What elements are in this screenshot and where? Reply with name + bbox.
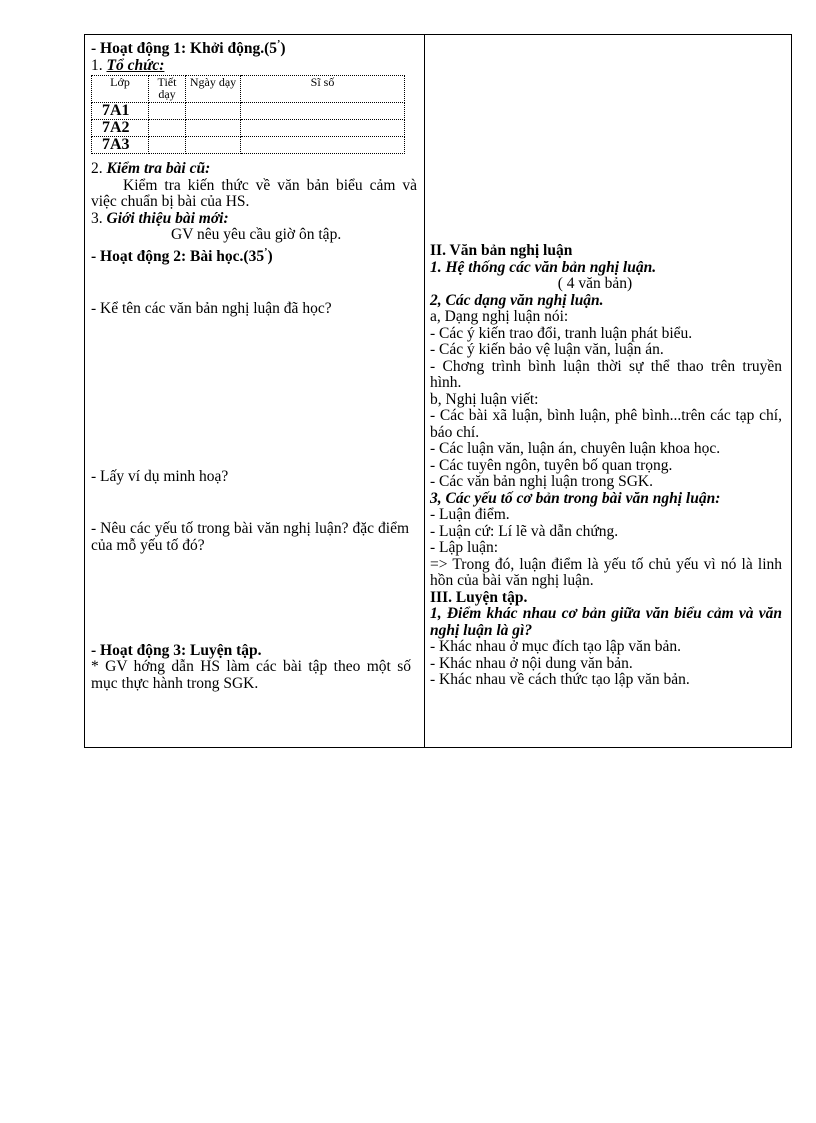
header-tiet-day: Tiết dạy	[149, 76, 186, 103]
activity-2-close: )	[267, 248, 273, 265]
exercise-1-item-2: - Khác nhau ở nội dung văn bản.	[430, 654, 633, 672]
activity-2-heading	[91, 246, 273, 266]
exercise-1-item-1: - Khác nhau ở mục đích tạo lập văn bản.	[430, 638, 681, 655]
table-row	[92, 137, 405, 154]
kiem-tra-text: Kiểm tra kiến thức về văn bản biểu cảm và việc chuẩn bị bài của HS.	[91, 176, 417, 210]
review-section	[91, 161, 417, 244]
column-divider	[424, 35, 425, 747]
activity-2-minute-mark: ’	[264, 246, 268, 258]
part-3-item-4: => Trong đó, luận điểm là yếu tố chủ yếu vì nó là linh hồn của bài văn nghị luận.	[430, 555, 782, 589]
activity-3-heading: - Hoạt động 3: Luyện tập.	[91, 642, 262, 659]
gioi-thieu-heading	[91, 211, 417, 228]
header-si-so: Sĩ số	[241, 76, 405, 103]
teacher-activities-column	[91, 38, 417, 74]
class-7a2: 7A2	[92, 120, 149, 137]
activity-2-title: - Hoạt động 2: Bài học.(35	[91, 248, 265, 265]
header-ngay-day: Ngày dạy	[186, 76, 241, 103]
to-chuc-label: Tổ chức:	[106, 56, 165, 74]
to-chuc-number: 1.	[91, 56, 107, 74]
section-3-title: III. Luyện tập.	[430, 588, 528, 606]
gioi-thieu-text: GV nêu yêu cầu giờ ôn tập.	[171, 226, 342, 243]
part-2-b1: - Các bài xã luận, bình luận, phê bình...trên các tạp chí, báo chí.	[430, 407, 782, 441]
part-3-item-3: - Lập luận:	[430, 539, 499, 556]
kiem-tra-label: Kiểm tra bài cũ:	[106, 160, 211, 177]
class-table-header	[92, 76, 405, 103]
class-attendance-table	[91, 75, 405, 154]
table-row	[92, 103, 405, 120]
question-3: - Nêu các yếu tố trong bài văn nghị luận? đặc điểm của mỗ yếu tố đó?	[91, 520, 409, 554]
lesson-table	[84, 34, 792, 748]
exercise-1-title: 1, Điểm khác nhau cơ bản giữa văn biểu cảm và văn nghị luận là gì?	[430, 605, 782, 639]
section-2-title: II. Văn bản nghị luận	[430, 242, 573, 259]
part-3-item-1: - Luận điểm.	[430, 506, 510, 523]
class-7a3: 7A3	[92, 137, 149, 154]
kiem-tra-number: 2.	[91, 160, 107, 177]
part-2-b2: - Các luận văn, luận án, chuyên luận khoa học.	[430, 440, 721, 457]
part-2-a2: - Các ý kiến bảo vệ luận văn, luận án.	[430, 341, 664, 358]
question-2: - Lấy ví dụ minh hoạ?	[91, 468, 229, 485]
part-3-item-2: - Luận cứ: Lí lẽ và dẫn chứng.	[430, 522, 619, 540]
part-2-a1: - Các ý kiến trao đổi, tranh luận phát biểu.	[430, 324, 693, 342]
gioi-thieu-label: Giới thiệu bài mới:	[106, 209, 229, 227]
header-lop: Lớp	[92, 76, 149, 103]
part-2-b: b, Nghị luận viết:	[430, 390, 539, 408]
kiem-tra-heading	[91, 161, 417, 178]
exercise-1-item-3: - Khác nhau về cách thức tạo lập văn bản.	[430, 671, 690, 688]
activity-1-close: )	[280, 40, 286, 57]
question-1: - Kể tên các văn bản nghị luận đã học?	[91, 300, 332, 317]
content-column	[430, 243, 782, 689]
table-row	[92, 120, 405, 137]
part-1-title: 1. Hệ thống các văn bản nghị luận.	[430, 258, 657, 276]
activity-1-title: - Hoạt động 1: Khởi động.(5	[91, 40, 277, 57]
to-chuc-heading	[91, 58, 417, 75]
activity-1-minute-mark: ’	[277, 38, 281, 50]
gioi-thieu-number: 3.	[91, 209, 107, 227]
part-2-b3: - Các tuyên ngôn, tuyên bố quan trọng.	[430, 456, 673, 474]
class-7a1: 7A1	[92, 103, 149, 120]
part-2-a3: - Chơng trình bình luận thời sự thể thao trên truyền hình.	[430, 357, 782, 391]
activity-3-text: * GV hớng dẫn HS làm các bài tập theo một số mục thực hành trong SGK.	[91, 658, 411, 692]
part-2-title: 2, Các dạng văn nghị luận.	[430, 291, 604, 309]
part-2-b4: - Các văn bản nghị luận trong SGK.	[430, 473, 653, 490]
part-3-title: 3, Các yếu tố cơ bản trong bài văn nghị luận:	[430, 489, 721, 507]
activity-1-heading	[91, 38, 417, 58]
part-1-note: ( 4 văn bản)	[557, 275, 633, 292]
part-2-a: a, Dạng nghị luận nói:	[430, 308, 569, 325]
